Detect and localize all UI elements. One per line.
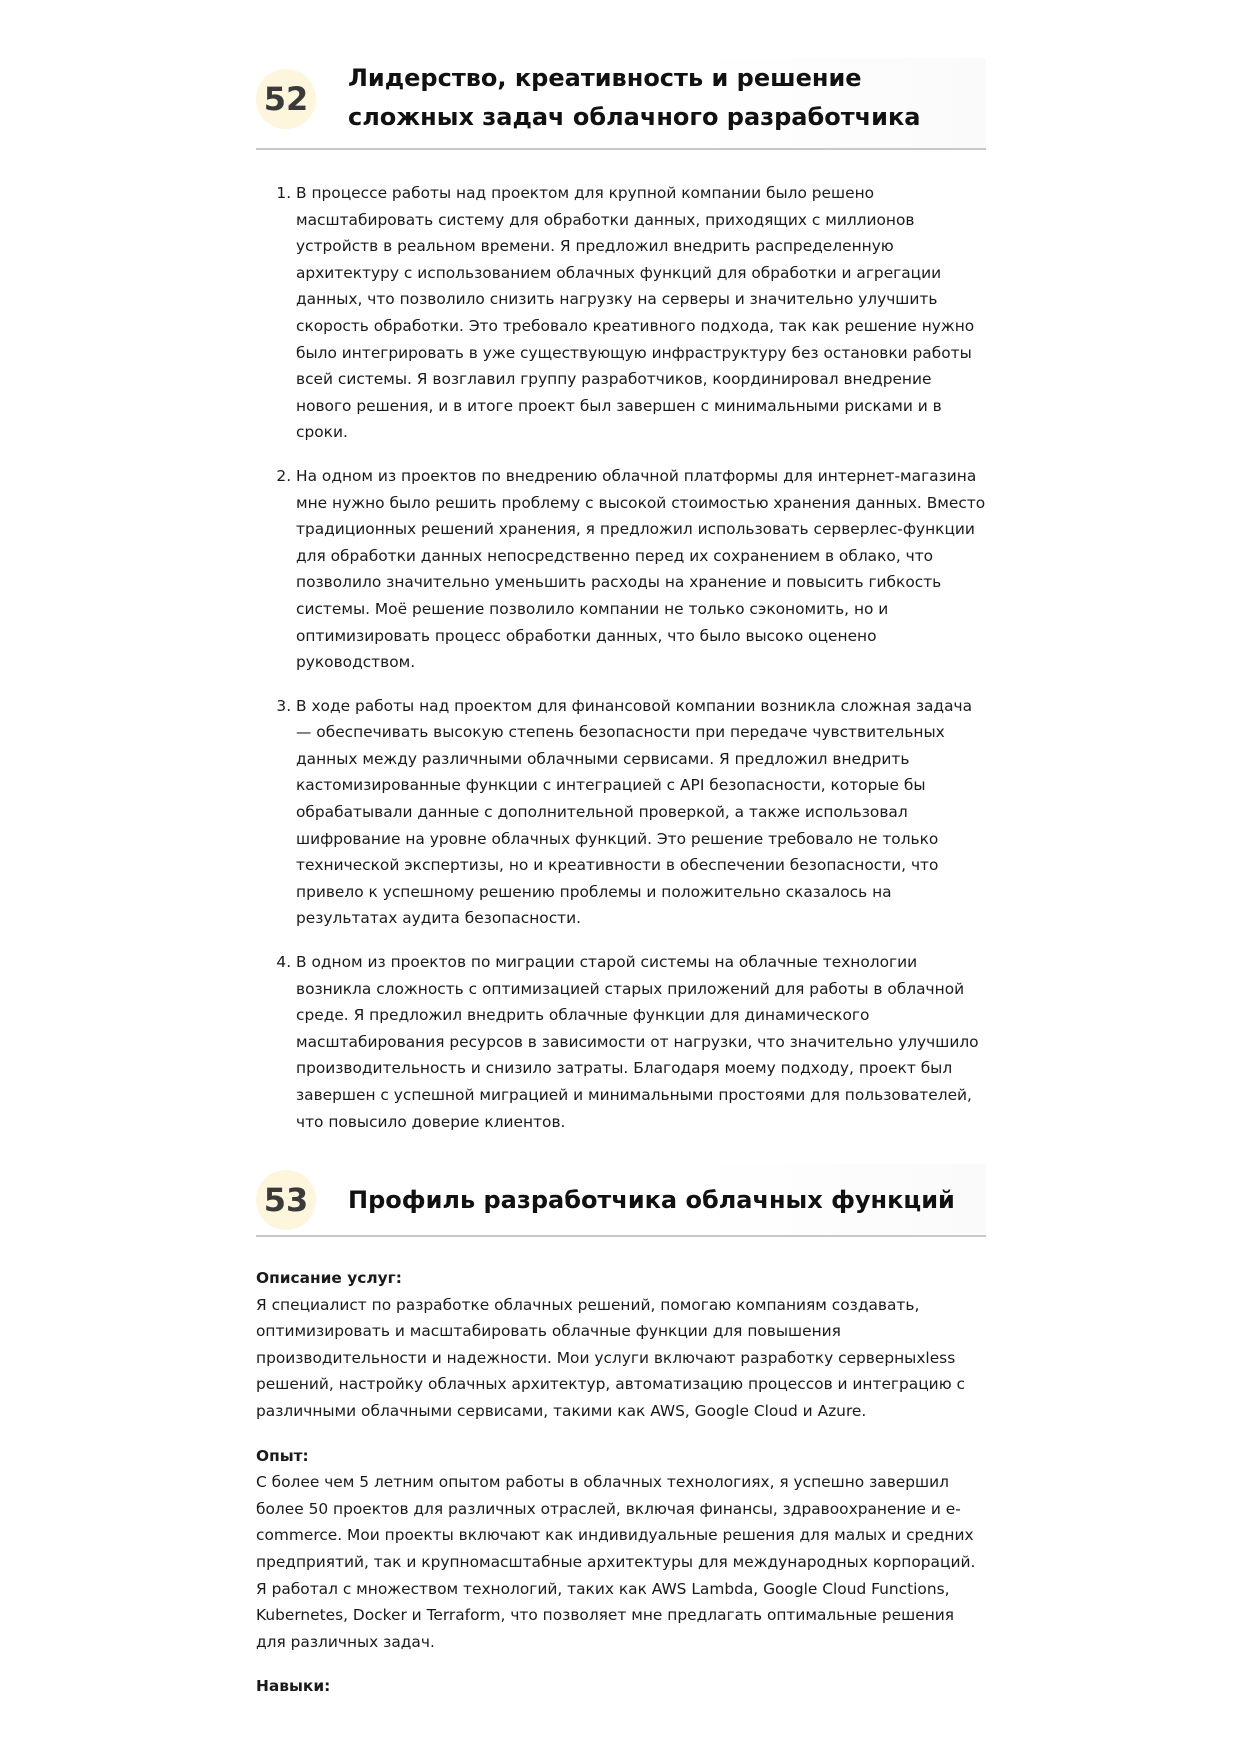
skills-label: Навыки:: [256, 1677, 331, 1696]
experience-label: Опыт:: [256, 1446, 309, 1465]
achievements-list: [256, 180, 986, 1135]
services-text: Я специалист по разработке облачных решений, помогаю компаниям создавать, оптимизировать и масштабировать облачные функции для повышения производительности и надежности. Мои услуги включают разработку серверныхless решений, настройку облачных архитектур, автоматизацию процессов и интеграцию с различными облачными сервисами, такими как AWS, Google Cloud и Azure.: [256, 1295, 965, 1420]
skills-block: [256, 1673, 986, 1700]
list-item: 2. На одном из проектов по внедрению облачной платформы для интернет-магазина мне нужно было решить проблему с высокой стоимостью хранения данных. Вместо традиционных решений хранения, я предложил использовать серверлес-функции для обработки данных непосредственно перед их сохранением в облако, что позволило значительно уменьшить расходы на хранение и повысить гибкость системы. Моё решение позволило компании не только сэкономить, но и оптимизировать процесс обработки данных, что было высоко оценено руководством.: [296, 463, 986, 676]
section-52: [256, 58, 986, 1135]
section-title: Профиль разработчика облачных функций: [348, 1185, 955, 1214]
list-item: 3. В ходе работы над проектом для финансовой компании возникла сложная задача — обеспечивать высокую степень безопасности при передаче чувствительных данных между различными облачными сервисами. Я предложил внедрить кастомизированные функции с интеграцией с API безопасности, которые бы обрабатывали данные с дополнительной проверкой, а также использовал шифрование на уровне облачных функций. Это решение требовало не только технической экспертизы, но и креативности в обеспечении безопасности, что привело к успешному решению проблемы и положительно сказалось на результатах аудита безопасности.: [296, 693, 986, 932]
document-page: [256, 0, 986, 1696]
section-header: [256, 58, 986, 150]
section-title: Лидерство, креативность и решение сложных задач облачного разработчика: [348, 64, 921, 131]
list-item: 1. В процессе работы над проектом для крупной компании было решено масштабировать систему для обработки данных, приходящих с миллионов устройств в реальном времени. Я предложил внедрить распределенную архитектуру с использованием облачных функций для обработки и агрегации данных, что позволило снизить нагрузку на серверы и значительно улучшить скорость обработки. Это требовало креативного подхода, так как решение нужно было интегрировать в уже существующую инфраструктуру без остановки работы всей системы. Я возглавил группу разработчиков, координировал внедрение нового решения, и в итоге проект был завершен с минимальными рисками и в сроки.: [296, 180, 986, 446]
services-label: Описание услуг:: [256, 1269, 402, 1287]
services-block: [256, 1265, 986, 1425]
section-53: [256, 1164, 986, 1700]
section-number-badge: 52: [256, 69, 316, 129]
experience-block: [256, 1443, 986, 1656]
section-number-badge: 53: [256, 1170, 316, 1230]
section-header: [256, 1164, 986, 1237]
experience-text: С более чем 5 летним опытом работы в облачных технологиях, я успешно завершил более 50 проектов для различных отраслей, включая финансы, здравоохранение и e-commerce. Мои проекты включают как индивидуальные решения для малых и средних предприятий, так и крупномасштабные архитектуры для международных корпораций. Я работал с множеством технологий, таких как AWS Lambda, Google Cloud Functions, Kubernetes, Docker и Terraform, что позволяет мне предлагать оптимальные решения для различных задач.: [256, 1473, 976, 1651]
list-item: 4. В одном из проектов по миграции старой системы на облачные технологии возникла сложность с оптимизацией старых приложений для работы в облачной среде. Я предложил внедрить облачные функции для динамического масштабирования ресурсов в зависимости от нагрузки, что значительно улучшило производительность и снизило затраты. Благодаря моему подходу, проект был завершен с успешной миграцией и минимальными простоями для пользователей, что повысило доверие клиентов.: [296, 949, 986, 1135]
